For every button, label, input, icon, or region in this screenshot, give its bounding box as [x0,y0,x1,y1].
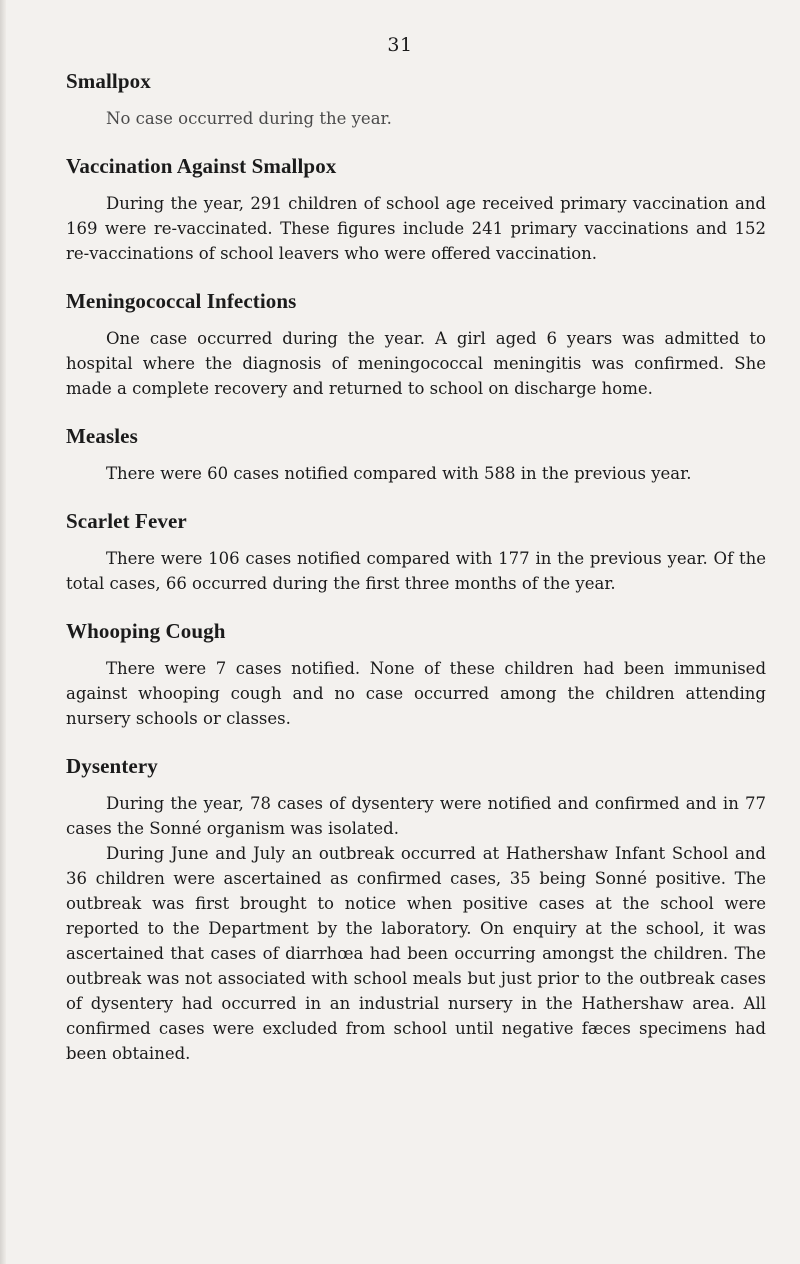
page-number: 31 [387,34,413,56]
section-vaccination [66,153,766,266]
section-paragraph: During the year, 291 children of school age received primary vaccination and 169 were re-vaccinated. These figures include 241 primary vaccinations and 152 re-vaccinations of school leavers who were offered vaccination. [66,194,766,263]
section-heading-measles: Measles [66,424,138,448]
section-heading-smallpox: Smallpox [66,69,151,93]
section-paragraph: There were 7 cases notified. None of these children had been immunised against whooping cough and no case occurred among the children attending nursery schools or classes. [66,659,766,728]
section-heading-scarlet-fever: Scarlet Fever [66,509,187,533]
section-measles [66,423,766,486]
page-binding-edge [0,0,6,1264]
document-body [66,68,766,1088]
section-paragraph: There were 106 cases notified compared with 177 in the previous year. Of the total cases, 66 occurred during the first three months of the year. [66,549,766,593]
section-paragraph: During June and July an outbreak occurred at Hathershaw Infant School and 36 children were ascertained as confirmed cases, 35 being Sonné positive. The outbreak was first brought to notice when positive cases at the school were reported to the Department by the laboratory. On enquiry at the school, it was ascertained that cases of diarrhœa had been occurring amongst the children. The outbreak was not associated with school meals but just prior to the outbreak cases of dysentery had occurred in an industrial nursery in the Hathershaw area. All confirmed cases were excluded from school until negative fæces specimens had been obtained. [66,844,766,1063]
section-meningococcal [66,288,766,401]
section-paragraph: One case occurred during the year. A girl aged 6 years was admitted to hospital where the diagnosis of meningococcal meningitis was confirmed. She made a complete recovery and returned to school on discharge home. [66,329,766,398]
section-smallpox [66,68,766,131]
section-heading-meningococcal: Meningococcal Infections [66,289,297,313]
section-heading-vaccination: Vaccination Against Smallpox [66,154,337,178]
section-whooping-cough [66,618,766,731]
section-dysentery [66,753,766,1066]
section-heading-dysentery: Dysentery [66,754,158,778]
section-heading-whooping-cough: Whooping Cough [66,619,226,643]
section-paragraph: There were 60 cases notified compared with 588 in the previous year. [106,464,692,483]
section-paragraph: During the year, 78 cases of dysentery were notified and confirmed and in 77 cases the Sonné organism was isolated. [66,794,766,838]
section-paragraph: No case occurred during the year. [106,109,392,128]
section-scarlet-fever [66,508,766,596]
